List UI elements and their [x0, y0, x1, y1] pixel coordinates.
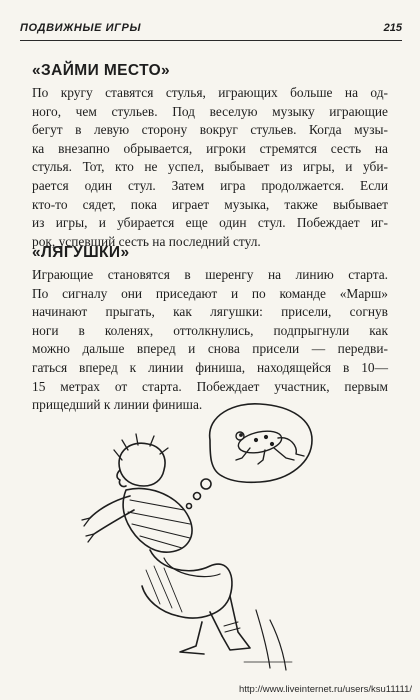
text-line: кто-то сядет, пока играет музыка, также выбывает [32, 196, 388, 212]
text-line: ка внезапно обрывается, игроки стремятся сесть на [32, 140, 388, 156]
section-text-lyagushki [32, 266, 388, 415]
source-url[interactable]: http://www.liveinternet.ru/users/ksu11111/ [238, 684, 412, 695]
boy-jumping-frog-illustration [60, 400, 360, 680]
text-line: рается один стул. Затем игра продолжается. Если [32, 177, 388, 193]
text-line: можно дальше вперед и снова присели — передви- [32, 341, 388, 357]
text-line: бегут в левую сторону вокруг стульев. Когда музы- [32, 122, 388, 138]
boy-icon [82, 434, 250, 654]
motion-lines-icon [244, 610, 292, 670]
text-line: стулья. Тот, кто не успел, выбывает из игры, и уби- [32, 159, 388, 175]
text-line: По кругу ставятся стулья, играющих больше на од- [32, 85, 388, 100]
section-text-zaimi-mesto [32, 84, 388, 251]
text-line: начинают прыгать, как лягушки: присели, согнув [32, 304, 388, 320]
section-heading-lyagushki: «ЛЯГУШКИ» [32, 244, 130, 261]
text-line: По сигналу они приседают и по команде «Марш» [32, 285, 388, 301]
frog-icon [236, 428, 304, 464]
text-line: ного, чем стульев. Под веселую музыку играющие [32, 103, 388, 119]
thought-bubble-icon [187, 404, 313, 509]
text-line: прищедший к линии финиша. [32, 397, 203, 413]
text-line: 15 метрах от старта. Побеждает участник, первым [32, 378, 388, 394]
text-line: гаться вперед к линии финиша, находящейся в 10— [32, 359, 388, 375]
text-line: Играющие становятся в шеренгу на линию старта. [32, 267, 388, 282]
running-head [20, 22, 402, 41]
text-line: рок, успевший сесть на последний стул. [32, 233, 261, 249]
page-number: 215 [383, 22, 402, 34]
text-line: ноги в коленях, оттолкнулись, подпрыгнули как [32, 322, 388, 338]
section-heading-zaimi-mesto: «ЗАЙМИ МЕСТО» [32, 62, 171, 79]
text-line: из игры, и убирается еще один стул. Побеждает иг- [32, 215, 388, 231]
running-head-title: ПОДВИЖНЫЕ ИГРЫ [20, 22, 142, 34]
